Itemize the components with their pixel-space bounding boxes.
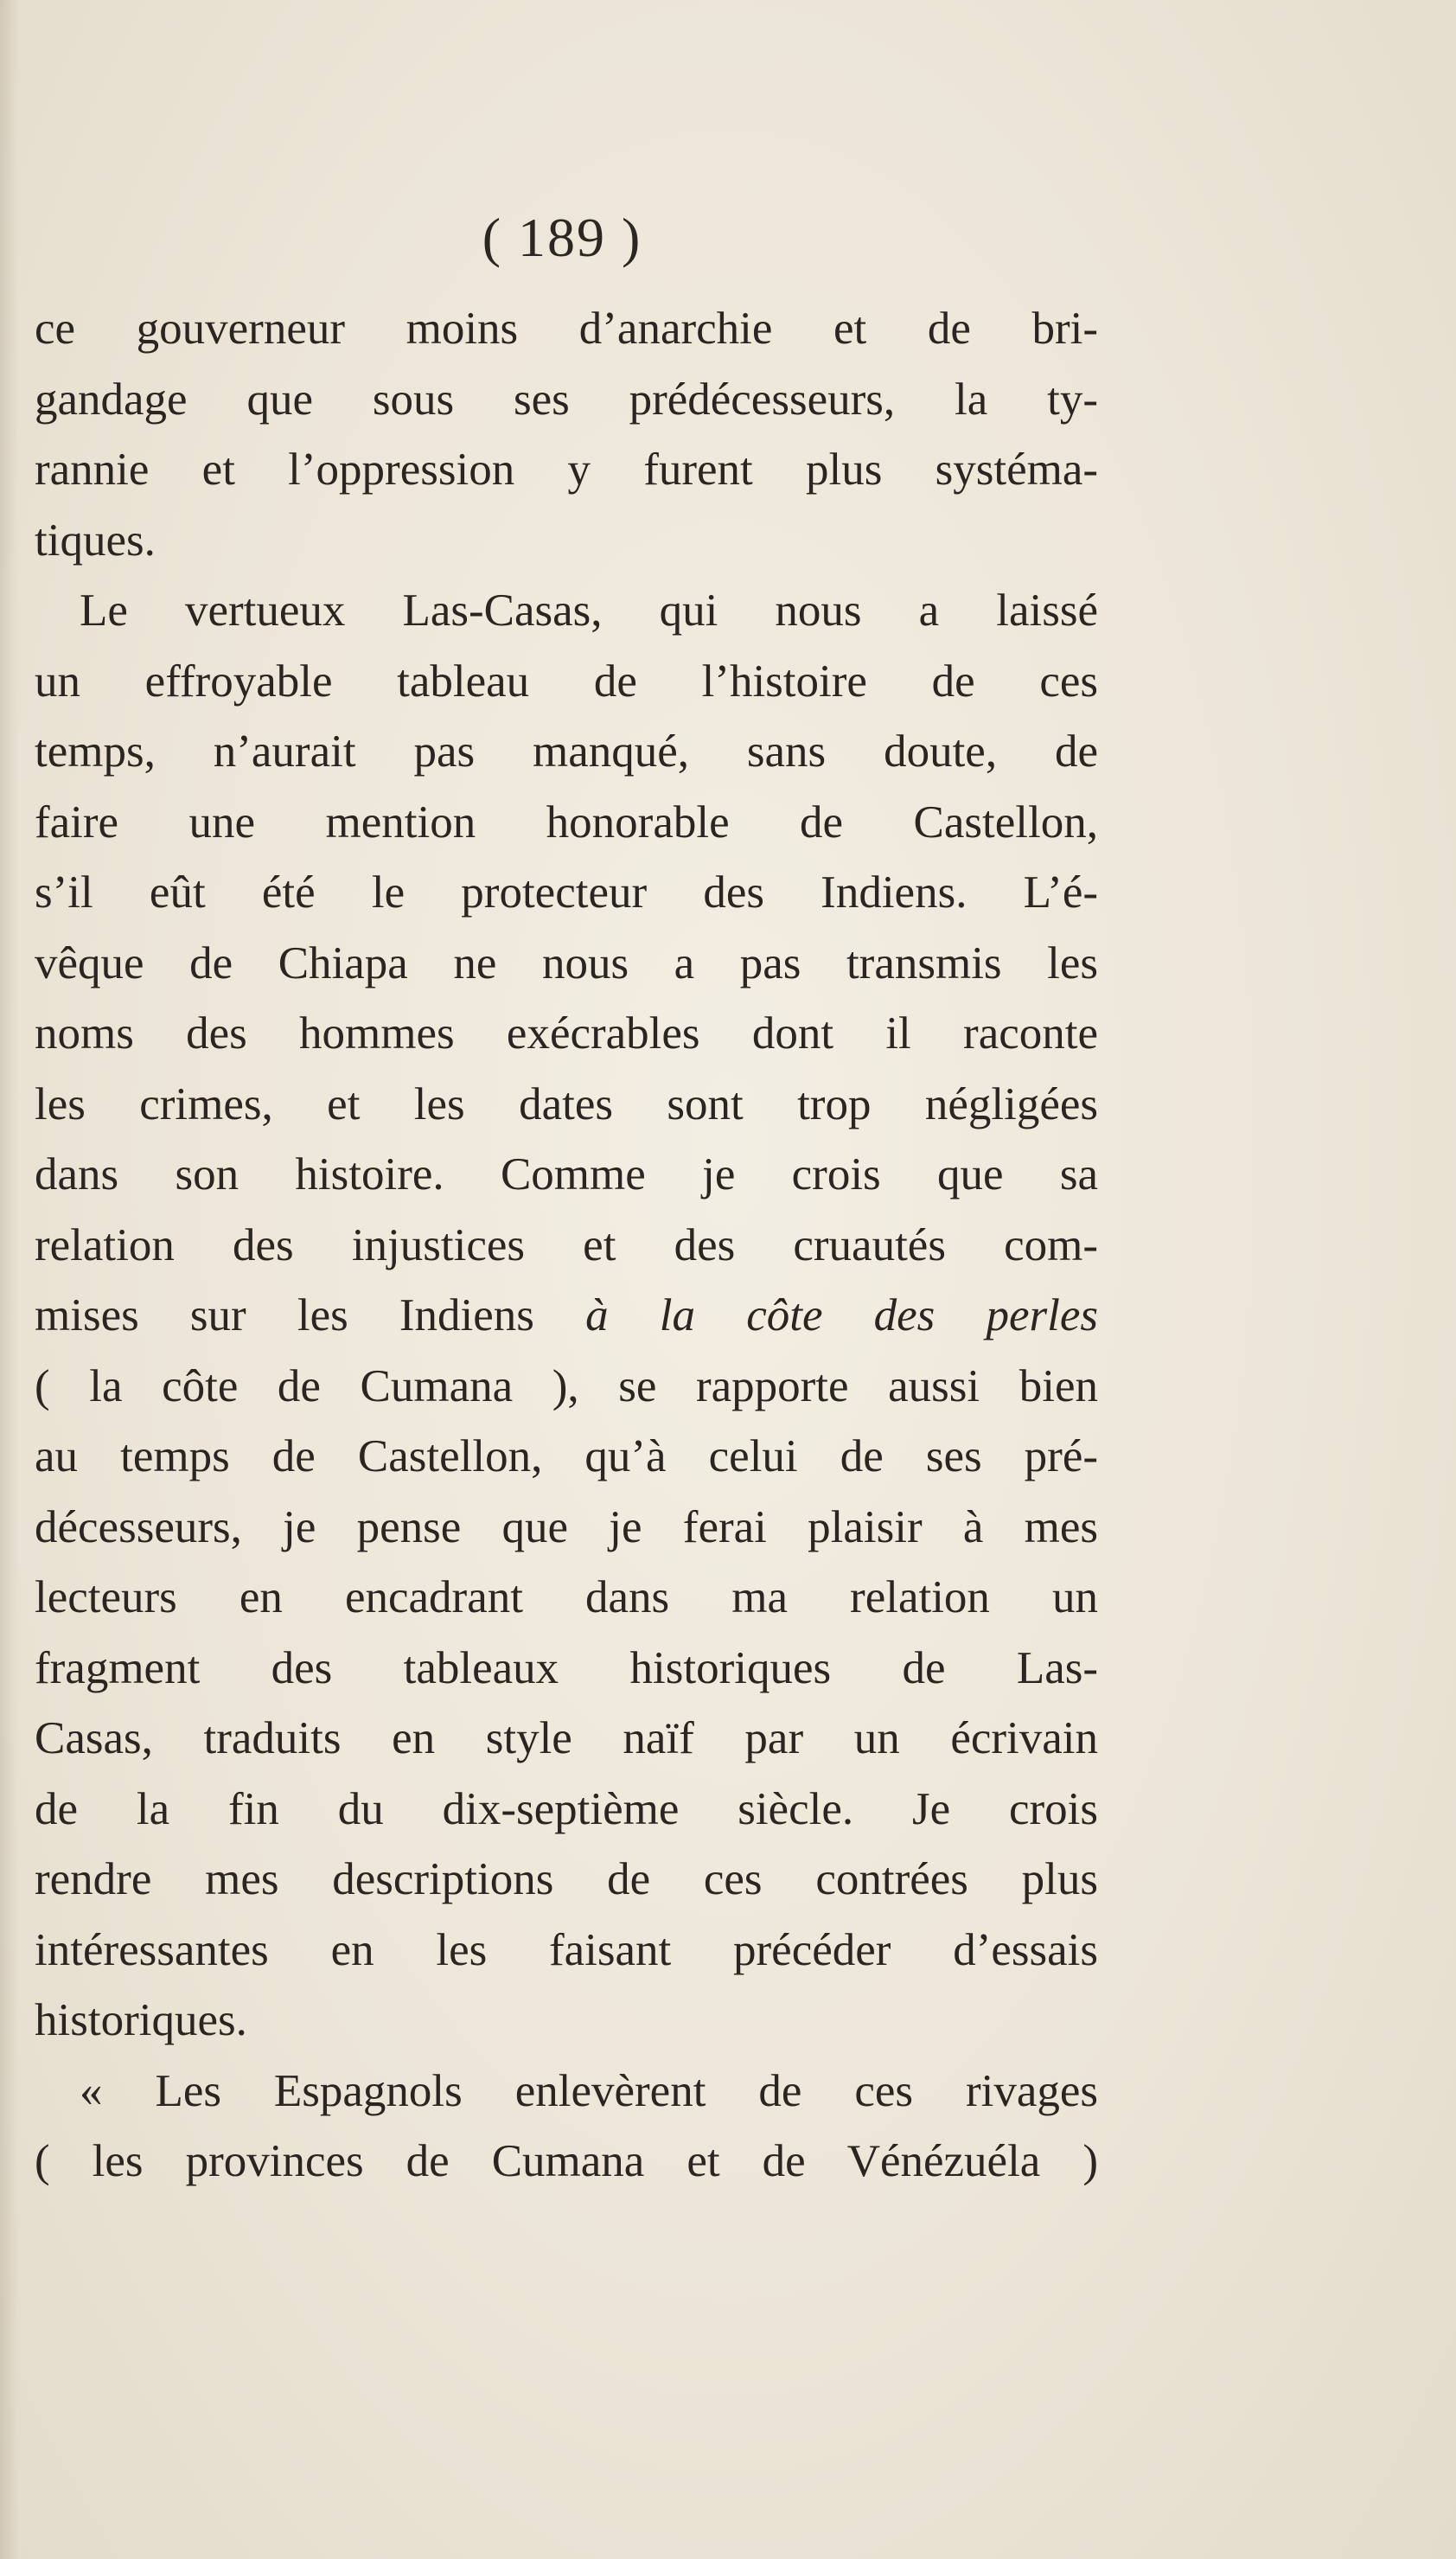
text-line: tiques. (35, 515, 156, 566)
text-line: un effroyable tableau de l’histoire de ces (35, 656, 1098, 707)
text-line: de la fin du dix-septième siècle. Je crois (35, 1783, 1098, 1834)
text-line: ( les provinces de Cumana et de Vénézuéla ) (35, 2136, 1098, 2186)
text-line: « Les Espagnols enlevèrent de ces rivages (80, 2065, 1098, 2116)
text-line: s’il eût été le protecteur des Indiens. L’é- (35, 867, 1098, 918)
text-line: temps, n’aurait pas manqué, sans doute, de (35, 726, 1098, 777)
text-segment: mises sur les Indiens (35, 1290, 586, 1340)
text-line: intéressantes en les faisant précéder d’essais (35, 1924, 1098, 1975)
text-line: noms des hommes exécrables dont il raconte (35, 1008, 1098, 1059)
text-line: les crimes, et les dates sont trop négligées (35, 1078, 1098, 1129)
text-line: ( la côte de Cumana ), se rapporte aussi bien (35, 1360, 1098, 1411)
text-line: lecteurs en encadrant dans ma relation un (35, 1572, 1098, 1622)
page-number: ( 189 ) (482, 207, 642, 268)
text-line: relation des injustices et des cruautés com- (35, 1219, 1098, 1270)
text-line: vêque de Chiapa ne nous a pas transmis les (35, 937, 1098, 988)
text-line: Le vertueux Las-Casas, qui nous a laissé (80, 585, 1098, 636)
italic-phrase: à la côte des perles (585, 1290, 1098, 1340)
text-line: ce gouverneur moins d’anarchie et de bri- (35, 304, 1098, 354)
text-line: historiques. (35, 1995, 247, 2045)
body-text (35, 294, 1098, 2198)
text-line: au temps de Castellon, qu’à celui de ses pré- (35, 1431, 1098, 1481)
text-line: dans son histoire. Comme je crois que sa (35, 1149, 1098, 1200)
text-line: rendre mes descriptions de ces contrées plus (35, 1854, 1098, 1904)
text-line: rannie et l’oppression y furent plus systéma- (35, 445, 1098, 495)
text-line: faire une mention honorable de Castellon, (35, 796, 1098, 848)
text-line: fragment des tableaux historiques de Las- (35, 1642, 1098, 1693)
text-line-with-italic (35, 1281, 1098, 1352)
text-line: Casas, traduits en style naïf par un écrivain (35, 1713, 1098, 1763)
text-line: gandage que sous ses prédécesseurs, la ty- (35, 374, 1098, 425)
text-line: décesseurs, je pense que je ferai plaisir à mes (35, 1501, 1098, 1552)
